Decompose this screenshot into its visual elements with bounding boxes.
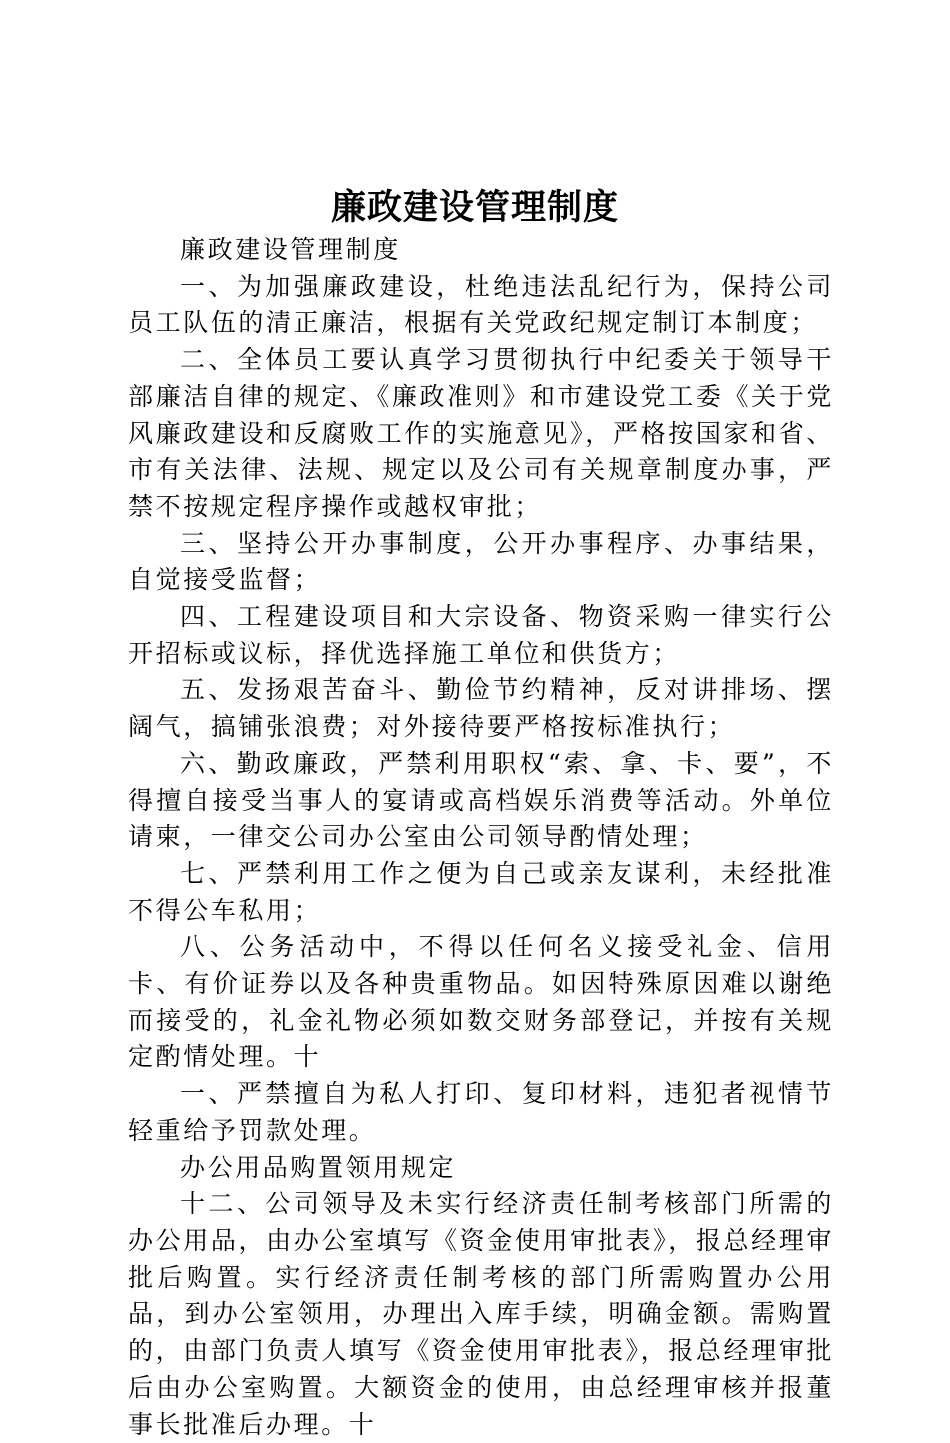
section-heading-office-supplies: 办公用品购置领用规定 bbox=[180, 1152, 457, 1182]
paragraph-item-5: 五、发扬艰苦奋斗、勤俭节约精神，反对讲排场、摆阔气，搞铺张浪费；对外接待要严格按标准执行； bbox=[128, 675, 834, 742]
paragraph-item-12: 十二、公司领导及未实行经济责任制考核部门所需的办公用品，由办公室填写《资金使用审批表》，报总经理审批后购置。实行经济责任制考核的部门所需购置办公用品，到办公室领用，办理出入库手续，明确金额。需购置的，由部门负责人填写《资金使用审批表》，报总经理审批后由办公室购置。大额资金的使用，由总经理审核并报董事长批准后办理。十 bbox=[128, 1189, 834, 1439]
section-heading: 廉政建设管理制度 bbox=[180, 235, 401, 264]
paragraph-item-7: 七、严禁利用工作之便为自己或亲友谋利，未经批准不得公车私用； bbox=[128, 858, 834, 925]
paragraph-item-2: 二、全体员工要认真学习贯彻执行中纪委关于领导干部廉洁自律的规定、《廉政准则》和市建设党工委《关于党风廉政建设和反腐败工作的实施意见》，严格按国家和省、市有关法律、法规、规定以及公司有关规章制度办事，严禁不按规定程序操作或越权审批； bbox=[128, 345, 834, 521]
paragraph-item-11: 一、严禁擅自为私人打印、复印材料，违犯者视情节轻重给予罚款处理。 bbox=[128, 1079, 834, 1145]
document-body bbox=[128, 232, 834, 1443]
paragraph-item-6: 六、勤政廉政，严禁利用职权“索、拿、卡、要”，不得擅自接受当事人的宴请或高档娱乐消费等活动。外单位请柬，一律交公司办公室由公司领导酌情处理； bbox=[128, 748, 834, 852]
paragraph-item-4: 四、工程建设项目和大宗设备、物资采购一律实行公开招标或议标，择优选择施工单位和供货方； bbox=[128, 602, 834, 668]
document-title: 廉政建设管理制度 bbox=[330, 187, 619, 228]
paragraph-item-8: 八、公务活动中，不得以任何名义接受礼金、信用卡、有价证券以及各种贵重物品。如因特殊原因难以谢绝而接受的，礼金礼物必须如数交财务部登记，并按有关规定酌情处理。十 bbox=[128, 932, 834, 1072]
paragraph-item-3: 三、坚持公开办事制度，公开办事程序、办事结果，自觉接受监督； bbox=[128, 528, 834, 595]
paragraph-item-1: 一、为加强廉政建设，杜绝违法乱纪行为，保持公司员工队伍的清正廉洁，根据有关党政纪规定制订本制度； bbox=[128, 271, 834, 338]
